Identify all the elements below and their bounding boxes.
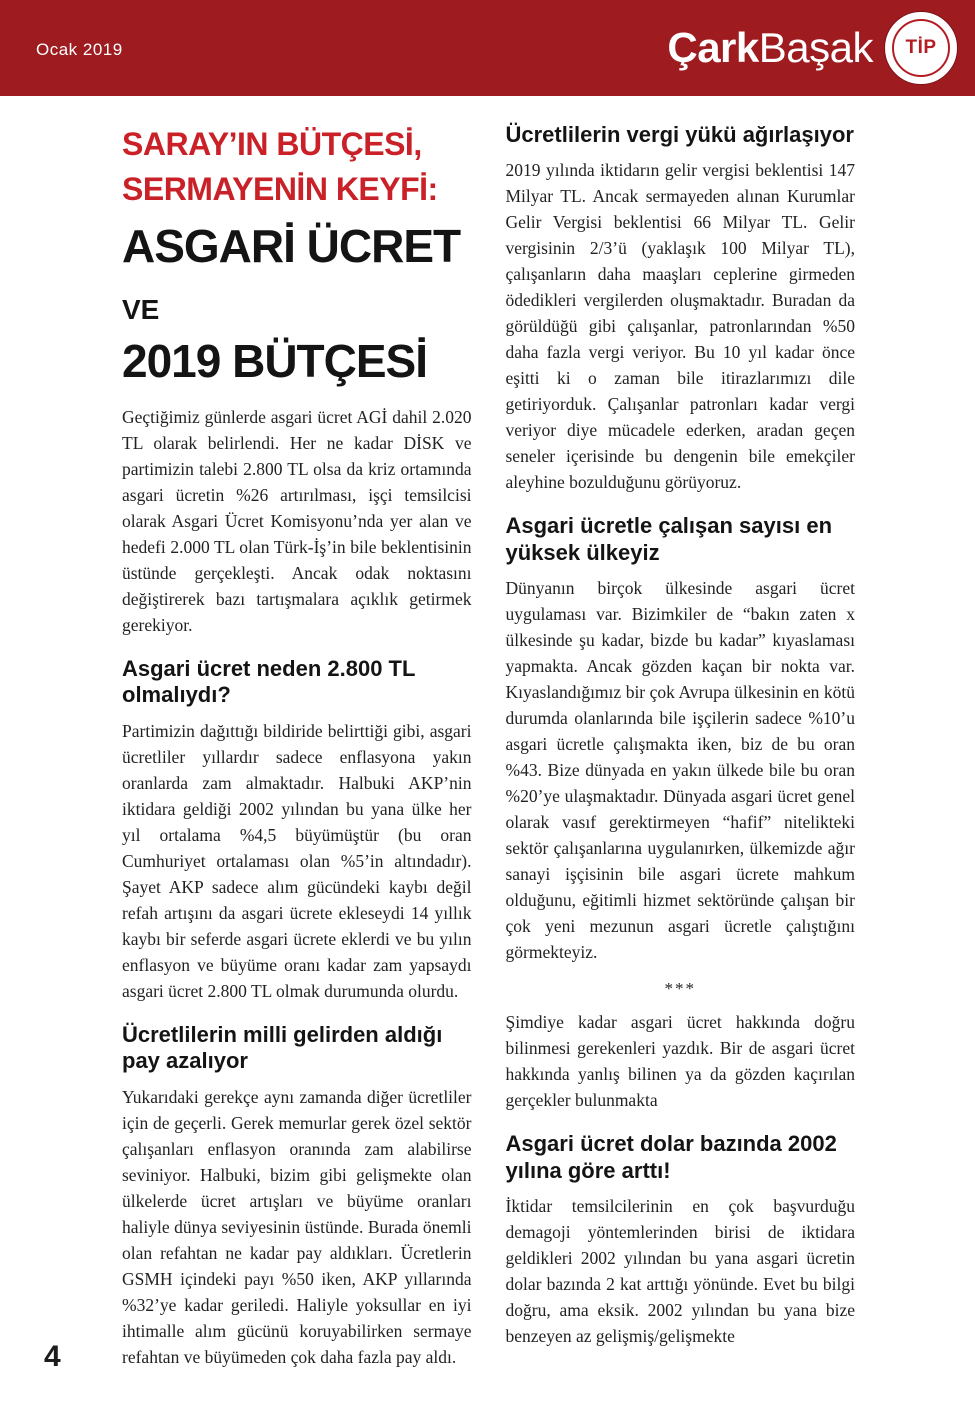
title-conjunction: VE: [122, 294, 160, 326]
intro-paragraph: Geçtiğimiz günlerde asgari ücret AGİ dahil 2.020 TL olarak belirlendi. Her ne kadar DİSK ve partimizin talebi 2.800 TL olsa da kriz ortamında asgari ücretin %26 artırılması, işçi temsilcisi olarak Asgari Ücret Komisyonu’nda yer alan ve hedefi 2.000 TL olan Türk-İş’in bile beklentisinin üstünde gerçekleşti. Ancak odak noktasını değiştirerek bazı tartışmalara açıklık getirmek gerekiyor.: [122, 407, 472, 636]
section-paragraph: İktidar temsilcilerinin en çok başvurduğu demagoji yöntemlerinden birisi de iktidara geldikleri 2002 yılından bu yana asgari ücretin dolar bazında 2 kat arttığı yönünde. Evet bu bilgi doğru, ama eksik. 2002 yılından bu yana bize benzeyen az gelişmiş/gelişmekte: [505, 1195, 855, 1346]
masthead-title-bold: Çark: [667, 24, 759, 71]
title-line-2: 2019 BÜTÇESİ: [122, 334, 428, 387]
right-column: [506, 122, 856, 1370]
section-heading: Asgari ücret dolar bazında 2002 yılına göre arttı!: [505, 1131, 837, 1183]
kicker-line-1: SARAY’IN BÜTÇESİ,: [122, 126, 422, 162]
section-paragraph: Dünyanın birçok ülkesinde asgari ücret uygulaması var. Bizimkiler de “bakın zaten x ülkesinde şu kadar, bizde bu kadar” kıyaslaması yapmakta. Ancak gözden kaçan bir nokta var. Kıyaslandığımız bir çok Avrupa ülkesinin en kötü durumda olanlarında bile işçilerin sadece %10’u asgari ücretle çalışmakta iken, biz de bu oran %43. Bize dünyada en yakın ülkede bile bu oran %20’ye ulaşmaktadır. Dünyada asgari ücret genel olarak vasıf gerektirmeyen “hafif” nitelikteki sektör çalışanlarına uygulanırken, ülkemizde ağır sanayi işçisinin bile asgari ücrete mahkum olduğunu, eğitimli hizmet sektöründe çalışan bir çok yeni mezunun asgari ücretle çalıştığını görmekteyiz.: [505, 578, 855, 963]
page-header: [0, 0, 975, 96]
section-heading: Asgari ücret neden 2.800 TL olmalıydı?: [122, 656, 416, 708]
left-column: [122, 122, 472, 1370]
section-paragraph: Yukarıdaki gerekçe aynı zamanda diğer ücretliler için de geçerli. Gerek memurlar gerek özel sektör çalışanları enflasyon oranında zam alabilirse seviniyor. Halbuki, bizim gibi gelişmekte olan ülkelerde ücret artışları ve büyüme oranları haliyle dünya seviyesinin üstünde. Burada önemli olan refahtan ne kadar pay aldıkları. Ücretlerin GSMH içindeki payı %50 iken, AKP yıllarında %32’ye kadar geriledi. Haliyle yoksullar en iyi ihtimalle alım gücünü koruyabilirken sermaye refahtan ve büyümeden çok daha fazla pay aldı.: [122, 1086, 472, 1367]
article-kicker: [122, 122, 472, 212]
article-title: [122, 218, 472, 391]
tip-logo-text: TİP: [892, 19, 950, 77]
article-body: [122, 122, 855, 1370]
masthead-title-light: Başak: [758, 24, 873, 71]
section-paragraph: Partimizin dağıttığı bildiride belirttiği gibi, asgari ücretliler yıllardır sadece enflasyona yakın oranlarda zam almaktadır. Halbuki AKP’nin iktidara geldiği 2002 yılından bu yana ülke her yıl ortalama %4,5 büyümüştür (bu oran Cumhuriyet ortalaması olan %5’in altındadır). Şayet AKP sadece alım gücündeki kaybı değil refah artışını da asgari ücrete ekleseydi 14 yıllık kaybı bir seferde asgari ücrete eklerdi ve bu yılın enflasyon ve büyüme oranı kadar zam yapsaydı asgari ücret 2.800 TL olmak durumunda olurdu.: [122, 720, 472, 1001]
masthead-brand: [667, 12, 957, 84]
tip-party-logo: [885, 12, 957, 84]
section-separator: ***: [664, 979, 696, 999]
section-heading: Ücretlilerin vergi yükü ağırlaşıyor: [505, 122, 854, 147]
title-main: ASGARİ ÜCRET: [122, 219, 461, 272]
section-heading: Ücretlilerin milli gelirden aldığı pay azalıyor: [122, 1021, 443, 1074]
issue-date: Ocak 2019: [36, 40, 123, 59]
masthead-title: [667, 24, 873, 71]
section-paragraph: 2019 yılında iktidarın gelir vergisi beklentisi 147 Milyar TL. Ancak sermayeden alınan Kurumlar Gelir Vergisi beklentisi 66 Milyar TL. Gelir vergisinin 2/3’ü (yaklaşık 100 Milyar TL), çalışanların daha maaşları ceplerine girmeden ödedikleri vergilerden oluşmaktadır. Buradan da görüldüğü gibi çalışanlar, patronlarından %50 daha fazla vergi veriyor. Bu 10 yıl kadar önce eşitti ki o zaman bile itirazlarımızı dile getiriyorduk. Çalışanlar patronları kadar vergi veriyor diye mücadele ederken, aradan geçen seneler içerisinde bu dengenin bile emekçiler aleyhine bozulduğunu görüyoruz.: [505, 160, 855, 493]
note-paragraph: Şimdiye kadar asgari ücret hakkında doğru bilinmesi gerekenleri yazdık. Bir de asgari ücret hakkında yanlış bilinen ya da gözden kaçırılan gerçekler bulunmakta: [505, 1012, 855, 1111]
kicker-line-2: SERMAYENİN KEYFİ:: [122, 170, 438, 207]
section-heading: Asgari ücretle çalışan sayısı en yüksek ülkeyiz: [505, 513, 833, 565]
page-number: 4: [44, 1340, 61, 1373]
